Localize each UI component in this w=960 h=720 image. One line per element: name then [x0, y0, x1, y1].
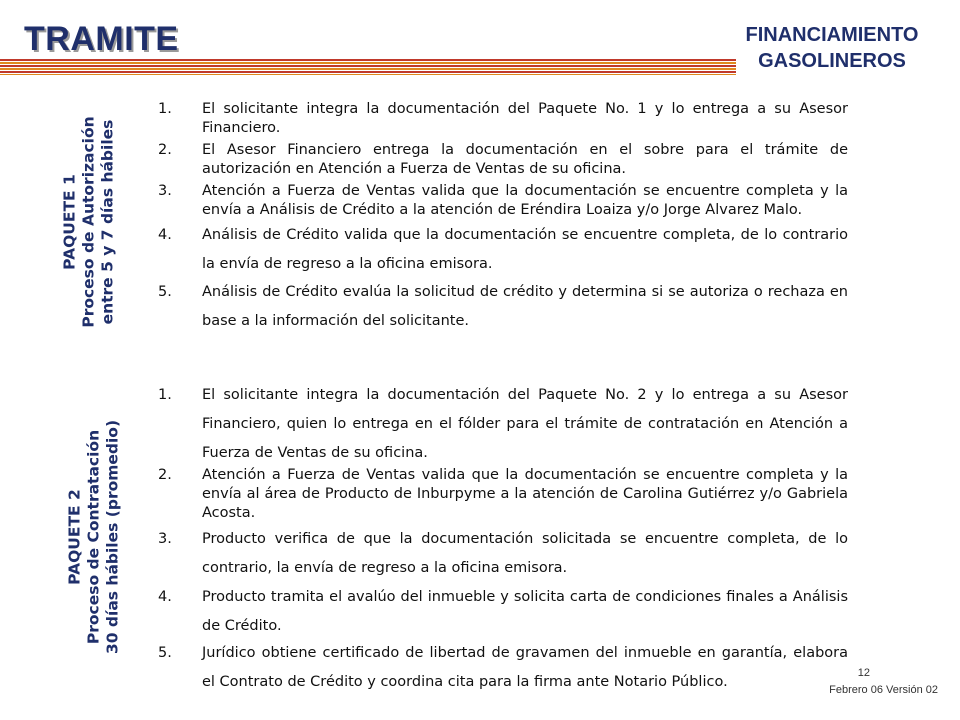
step-number: 1.: [158, 387, 172, 403]
version-footer: Febrero 06 Versión 02: [829, 684, 938, 696]
decorative-stripes: [0, 59, 736, 75]
paquete2-label-line1: PAQUETE 2: [65, 489, 84, 585]
paquete1-label-line3: entre 5 y 7 días hábiles: [98, 119, 117, 325]
step-number: 4.: [158, 589, 172, 605]
step-number: 5.: [158, 284, 172, 300]
step-text: Análisis de Crédito evalúa la solicitud de crédito y determina si se autoriza o rechaza en base a la información del solicitante.: [202, 284, 848, 329]
list-item: [158, 182, 848, 220]
paquete2-label-line2: Proceso de Contratación: [84, 429, 103, 645]
paquete1-label-text: [61, 116, 118, 327]
list-item: [158, 381, 848, 468]
paquete2-steps: [158, 381, 848, 697]
list-item: [158, 141, 848, 179]
list-item: [158, 221, 848, 279]
paquete1-steps: [158, 100, 848, 336]
step-text: Análisis de Crédito valida que la documentación se encuentre completa, de lo contrario la envía de regreso a la oficina emisora.: [202, 227, 848, 272]
header-subject-line2: GASOLINEROS: [758, 50, 906, 72]
paquete2-label-line3: 30 días hábiles (promedio): [103, 419, 122, 655]
header-subject-line1: FINANCIAMIENTO: [745, 24, 919, 46]
step-text: El solicitante integra la documentación del Paquete No. 2 y lo entrega a su Asesor Financiero, quien lo entrega en el fólder para el trámite de contratación en Atención a Fuerza de Ventas de su oficina.: [202, 387, 848, 461]
step-number: 3.: [158, 531, 172, 547]
list-item: [158, 100, 848, 138]
list-item: [158, 525, 848, 583]
step-text: Atención a Fuerza de Ventas valida que la documentación se encuentre completa y la envía a Análisis de Crédito a la atención de Eréndira Loaiza y/o Jorge Alvarez Malo.: [202, 183, 848, 218]
step-number: 1.: [158, 101, 172, 117]
step-number: 5.: [158, 645, 172, 661]
step-text: Producto verifica de que la documentación solicitada se encuentre completa, de lo contrario, la envía de regreso a la oficina emisora.: [202, 531, 848, 576]
list-item: [158, 278, 848, 336]
page-number: 12: [857, 667, 870, 679]
step-text: Producto tramita el avalúo del inmueble y solicita carta de condiciones finales a Análisis de Crédito.: [202, 589, 848, 634]
paquete1-label-line2: Proceso de Autorización: [79, 116, 98, 328]
list-item: [158, 466, 848, 523]
step-number: 2.: [158, 467, 172, 483]
step-number: 2.: [158, 142, 172, 158]
paquete1-label-line1: PAQUETE 1: [60, 174, 79, 270]
list-item: [158, 583, 848, 641]
page-title: TRAMITE: [24, 20, 179, 58]
header-subject: [722, 22, 942, 74]
step-number: 3.: [158, 183, 172, 199]
list-item: [158, 639, 848, 697]
paquete2-label-text: [66, 420, 123, 654]
step-text: El solicitante integra la documentación del Paquete No. 1 y lo entrega a su Asesor Financiero.: [202, 101, 848, 136]
step-text: Jurídico obtiene certificado de libertad de gravamen del inmueble en garantía, elabora el Contrato de Crédito y coordina cita para la firma ante Notario Público.: [202, 645, 848, 690]
step-number: 4.: [158, 227, 172, 243]
step-text: El Asesor Financiero entrega la documentación en el sobre para el trámite de autorización en Atención a Fuerza de Ventas de su oficina.: [202, 142, 848, 177]
step-text: Atención a Fuerza de Ventas valida que la documentación se encuentre completa y la envía al área de Producto de Inburpyme a la atención de Carolina Gutiérrez y/o Gabriela Acosta.: [202, 467, 848, 521]
